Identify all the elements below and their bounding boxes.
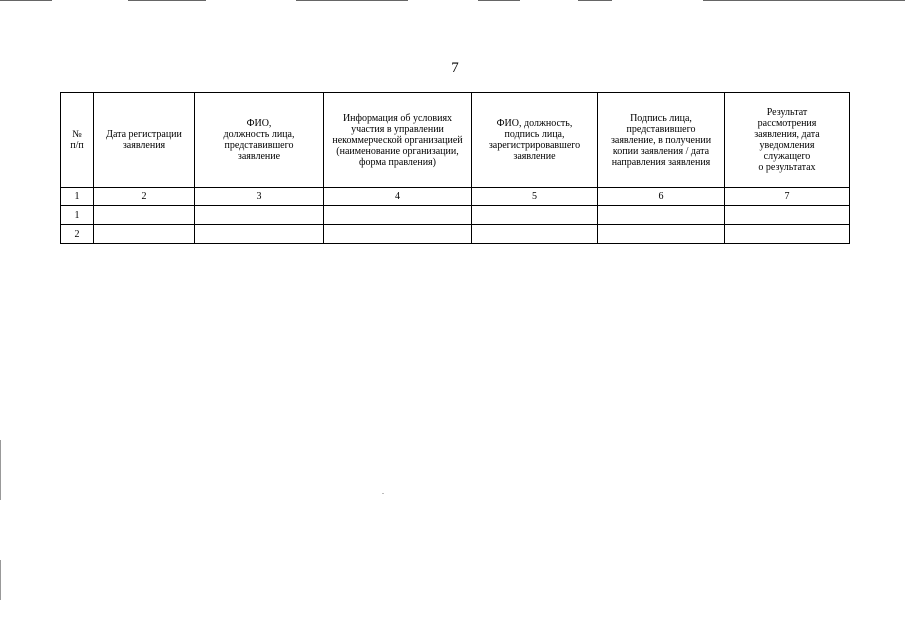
table-cell (195, 206, 324, 225)
table-cell (94, 206, 195, 225)
column-number: 5 (472, 188, 598, 206)
header-participation-info: Информация об условиях участия в управлении некоммерческой организацией (наименование организации, форма правления) (324, 93, 472, 188)
column-number: 3 (195, 188, 324, 206)
scan-left-edge-mark (0, 560, 1, 600)
table-cell (725, 225, 850, 244)
table-cell (725, 206, 850, 225)
column-number: 7 (725, 188, 850, 206)
table-row (61, 225, 850, 244)
table-cell (472, 225, 598, 244)
header-registrar: ФИО, должность, подпись лица, зарегистрировавшего заявление (472, 93, 598, 188)
page-number: 7 (451, 60, 459, 76)
table-cell: 1 (61, 206, 94, 225)
table-cell (598, 225, 725, 244)
column-number: 4 (324, 188, 472, 206)
header-applicant-name: ФИО, должность лица, представившего заявление (195, 93, 324, 188)
table-cell (472, 206, 598, 225)
column-number: 1 (61, 188, 94, 206)
table-cell (324, 225, 472, 244)
table-cell (195, 225, 324, 244)
register-table (60, 92, 850, 244)
header-number: № п/п (61, 93, 94, 188)
table-cell (94, 225, 195, 244)
column-number-row (61, 188, 850, 206)
table-header-row (61, 93, 850, 188)
column-number: 6 (598, 188, 725, 206)
scan-top-edge (0, 0, 905, 3)
scan-speck (382, 493, 384, 494)
table-row (61, 206, 850, 225)
header-registration-date: Дата регистрации заявления (94, 93, 195, 188)
table-cell: 2 (61, 225, 94, 244)
table-cell (598, 206, 725, 225)
header-receipt-signature: Подпись лица, представившего заявление, в получении копии заявления / дата направления заявления (598, 93, 725, 188)
table-cell (324, 206, 472, 225)
column-number: 2 (94, 188, 195, 206)
header-review-result: Результат рассмотрения заявления, дата уведомления служащего о результатах (725, 93, 850, 188)
scan-left-edge-mark (0, 440, 1, 500)
